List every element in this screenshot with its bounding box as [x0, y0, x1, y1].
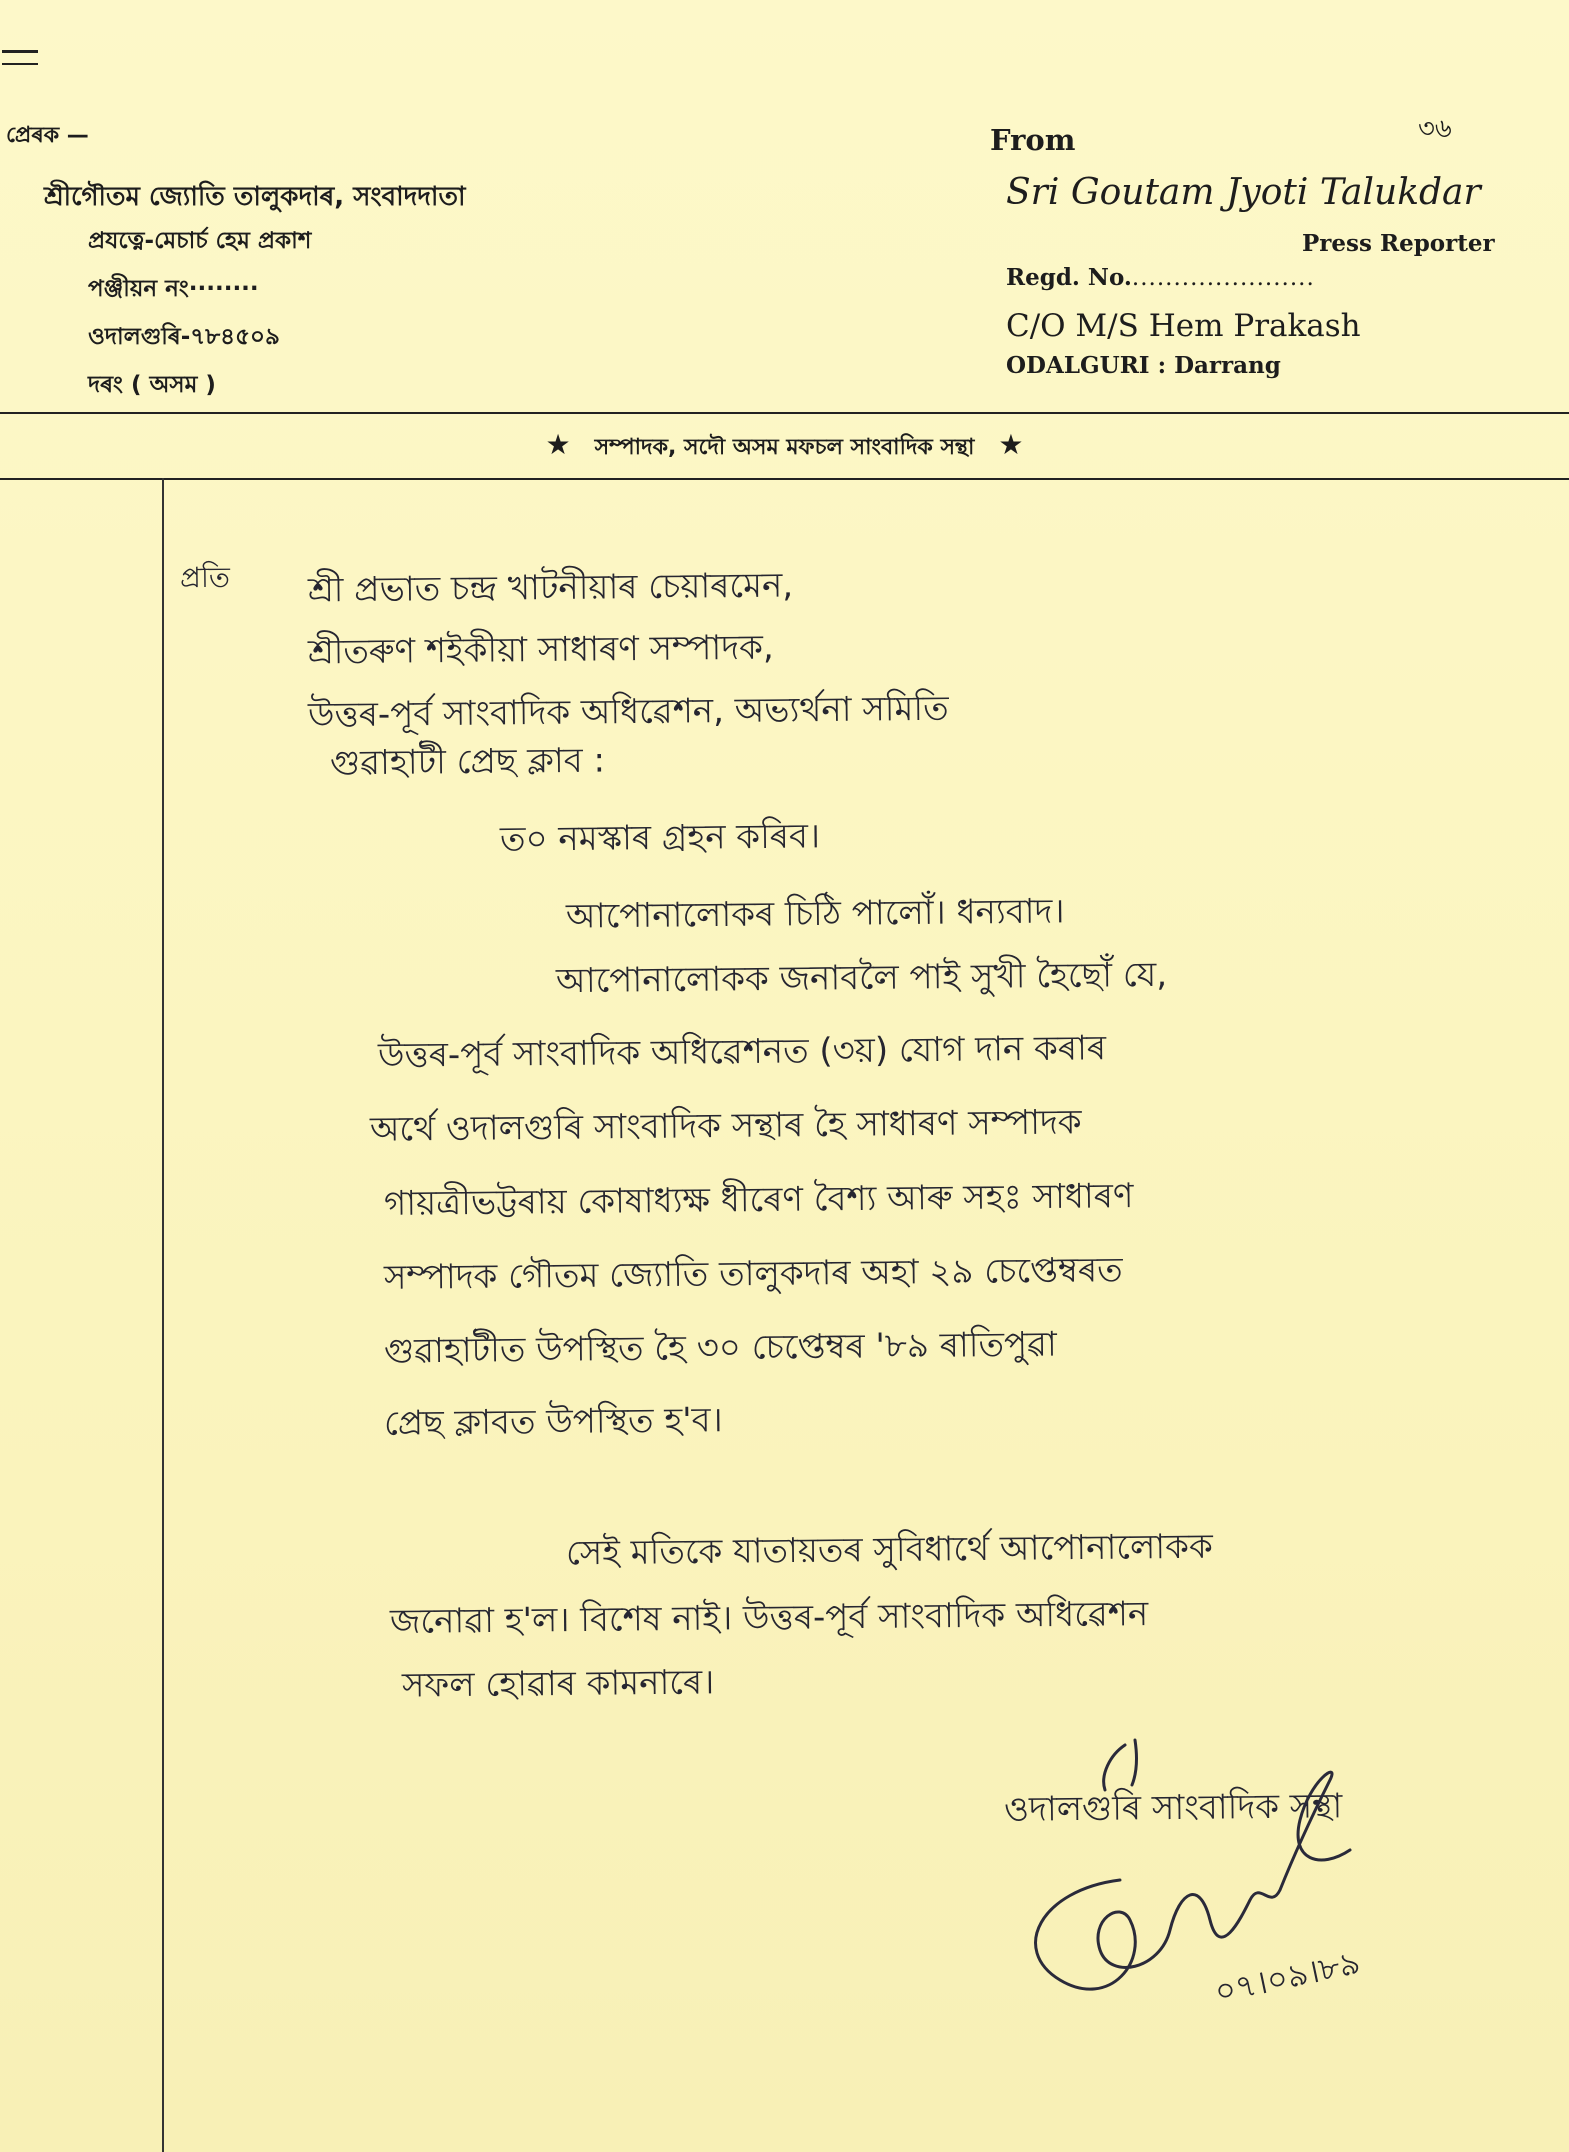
recipient-line: শ্ৰী প্ৰভাত চন্দ্ৰ খাটনীয়াৰ চেয়াৰমেন, — [307, 565, 794, 611]
body-line: সফল হোৱাৰ কামনাৰে। — [401, 1662, 715, 1706]
body-line: জনোৱা হ'ল। বিশেষ নাই। উত্তৰ-পূৰ্ব সাংবাদিক অধিৱেশন — [389, 1594, 1149, 1642]
district-bn: দৰং ( অসম ) — [88, 372, 216, 398]
body-line: সম্পাদক গৌতম জ্যোতি তালুকদাৰ অহা ২৯ চেপ্তেম্বৰত — [383, 1250, 1123, 1298]
header-rule-top — [0, 412, 1569, 414]
care-of-en: C/O M/S Hem Prakash — [1006, 308, 1361, 344]
regd-dots: ...................... — [1131, 265, 1315, 291]
star-icon: ★ — [998, 428, 1024, 461]
registration-bn: পঞ্জীয়ন নং········ — [88, 276, 259, 302]
press-reporter-title: Press Reporter — [1302, 230, 1495, 257]
body-line: আপোনালোকক জনাবলৈ পাই সুখী হৈছোঁ যে, — [555, 954, 1168, 1002]
body-line: প্ৰেছ ক্লাবত উপস্থিত হ'ব। — [383, 1400, 723, 1444]
header-rule-bottom — [0, 478, 1569, 480]
address-bn: ওদালগুৰি-৭৮৪৫০৯ — [88, 324, 280, 350]
page-number: ৩৬ — [1418, 114, 1452, 144]
sender-label: প্ৰেৰক — — [6, 123, 89, 148]
body-line: সেই মতিকে যাতায়তৰ সুবিধাৰ্থে আপোনালোকক — [565, 1526, 1213, 1574]
recipient-line: শ্ৰীতৰুণ শইকীয়া সাধাৰণ সম্পাদক, — [307, 627, 774, 673]
registration-en — [1006, 264, 1315, 291]
location-en: ODALGURI : Darrang — [1006, 352, 1281, 379]
from-label: From — [990, 123, 1076, 157]
recipient-line: গুৱাহাটী প্ৰেছ ক্লাব : — [329, 740, 606, 784]
star-icon: ★ — [545, 428, 571, 461]
sender-name-en: Sri Goutam Jyoti Talukdar — [1006, 172, 1481, 213]
sender-name-bn: শ্ৰীগৌতম জ্যোতি তালুকদাৰ, সংবাদদাতা — [44, 182, 466, 212]
body-line: গায়ত্ৰীভট্টৰায় কোষাধ্যক্ষ ধীৰেণ বৈশ্য আৰু সহঃ সাধাৰণ — [383, 1176, 1134, 1224]
body-line: উত্তৰ-পূৰ্ব সাংবাদিক অধিৱেশনত (৩য়) যোগ দান কৰাৰ — [377, 1028, 1107, 1076]
body-line: গুৱাহাটীত উপস্থিত হৈ ৩০ চেপ্তেম্বৰ '৮৯ ৰাতিপুৱা — [383, 1324, 1058, 1372]
body-line: অৰ্থে ওদালগুৰি সাংবাদিক সন্থাৰ হৈ সাধাৰণ সম্পাদক — [369, 1102, 1082, 1150]
care-of-bn: প্ৰযত্নে-মেচাৰ্চ হেম প্ৰকাশ — [88, 228, 312, 254]
banner-text: সম্পাদক, সদৌ অসম মফচল সাংবাদিক সন্থা — [594, 435, 975, 460]
recipient-line: উত্তৰ-পূৰ্ব সাংবাদিক অধিৱেশন, অভ্যৰ্থনা সমিতি — [307, 688, 949, 736]
edge-mark — [2, 50, 38, 65]
closing-org: ওদালগুৰি সাংবাদিক সন্থা — [1003, 1786, 1343, 1830]
acknowledgement: আপোনালোকৰ চিঠি পালোঁ। ধন্যবাদ। — [565, 891, 1065, 937]
to-prefix: প্ৰতি — [179, 560, 231, 595]
letter-date: ০৭।০৯।৮৯ — [1211, 1943, 1364, 2011]
regd-label: Regd. No. — [1006, 264, 1132, 291]
greeting: ত০ নমস্কাৰ গ্ৰহন কৰিব। — [499, 816, 821, 860]
banner — [0, 428, 1569, 467]
margin-line — [162, 478, 164, 2152]
